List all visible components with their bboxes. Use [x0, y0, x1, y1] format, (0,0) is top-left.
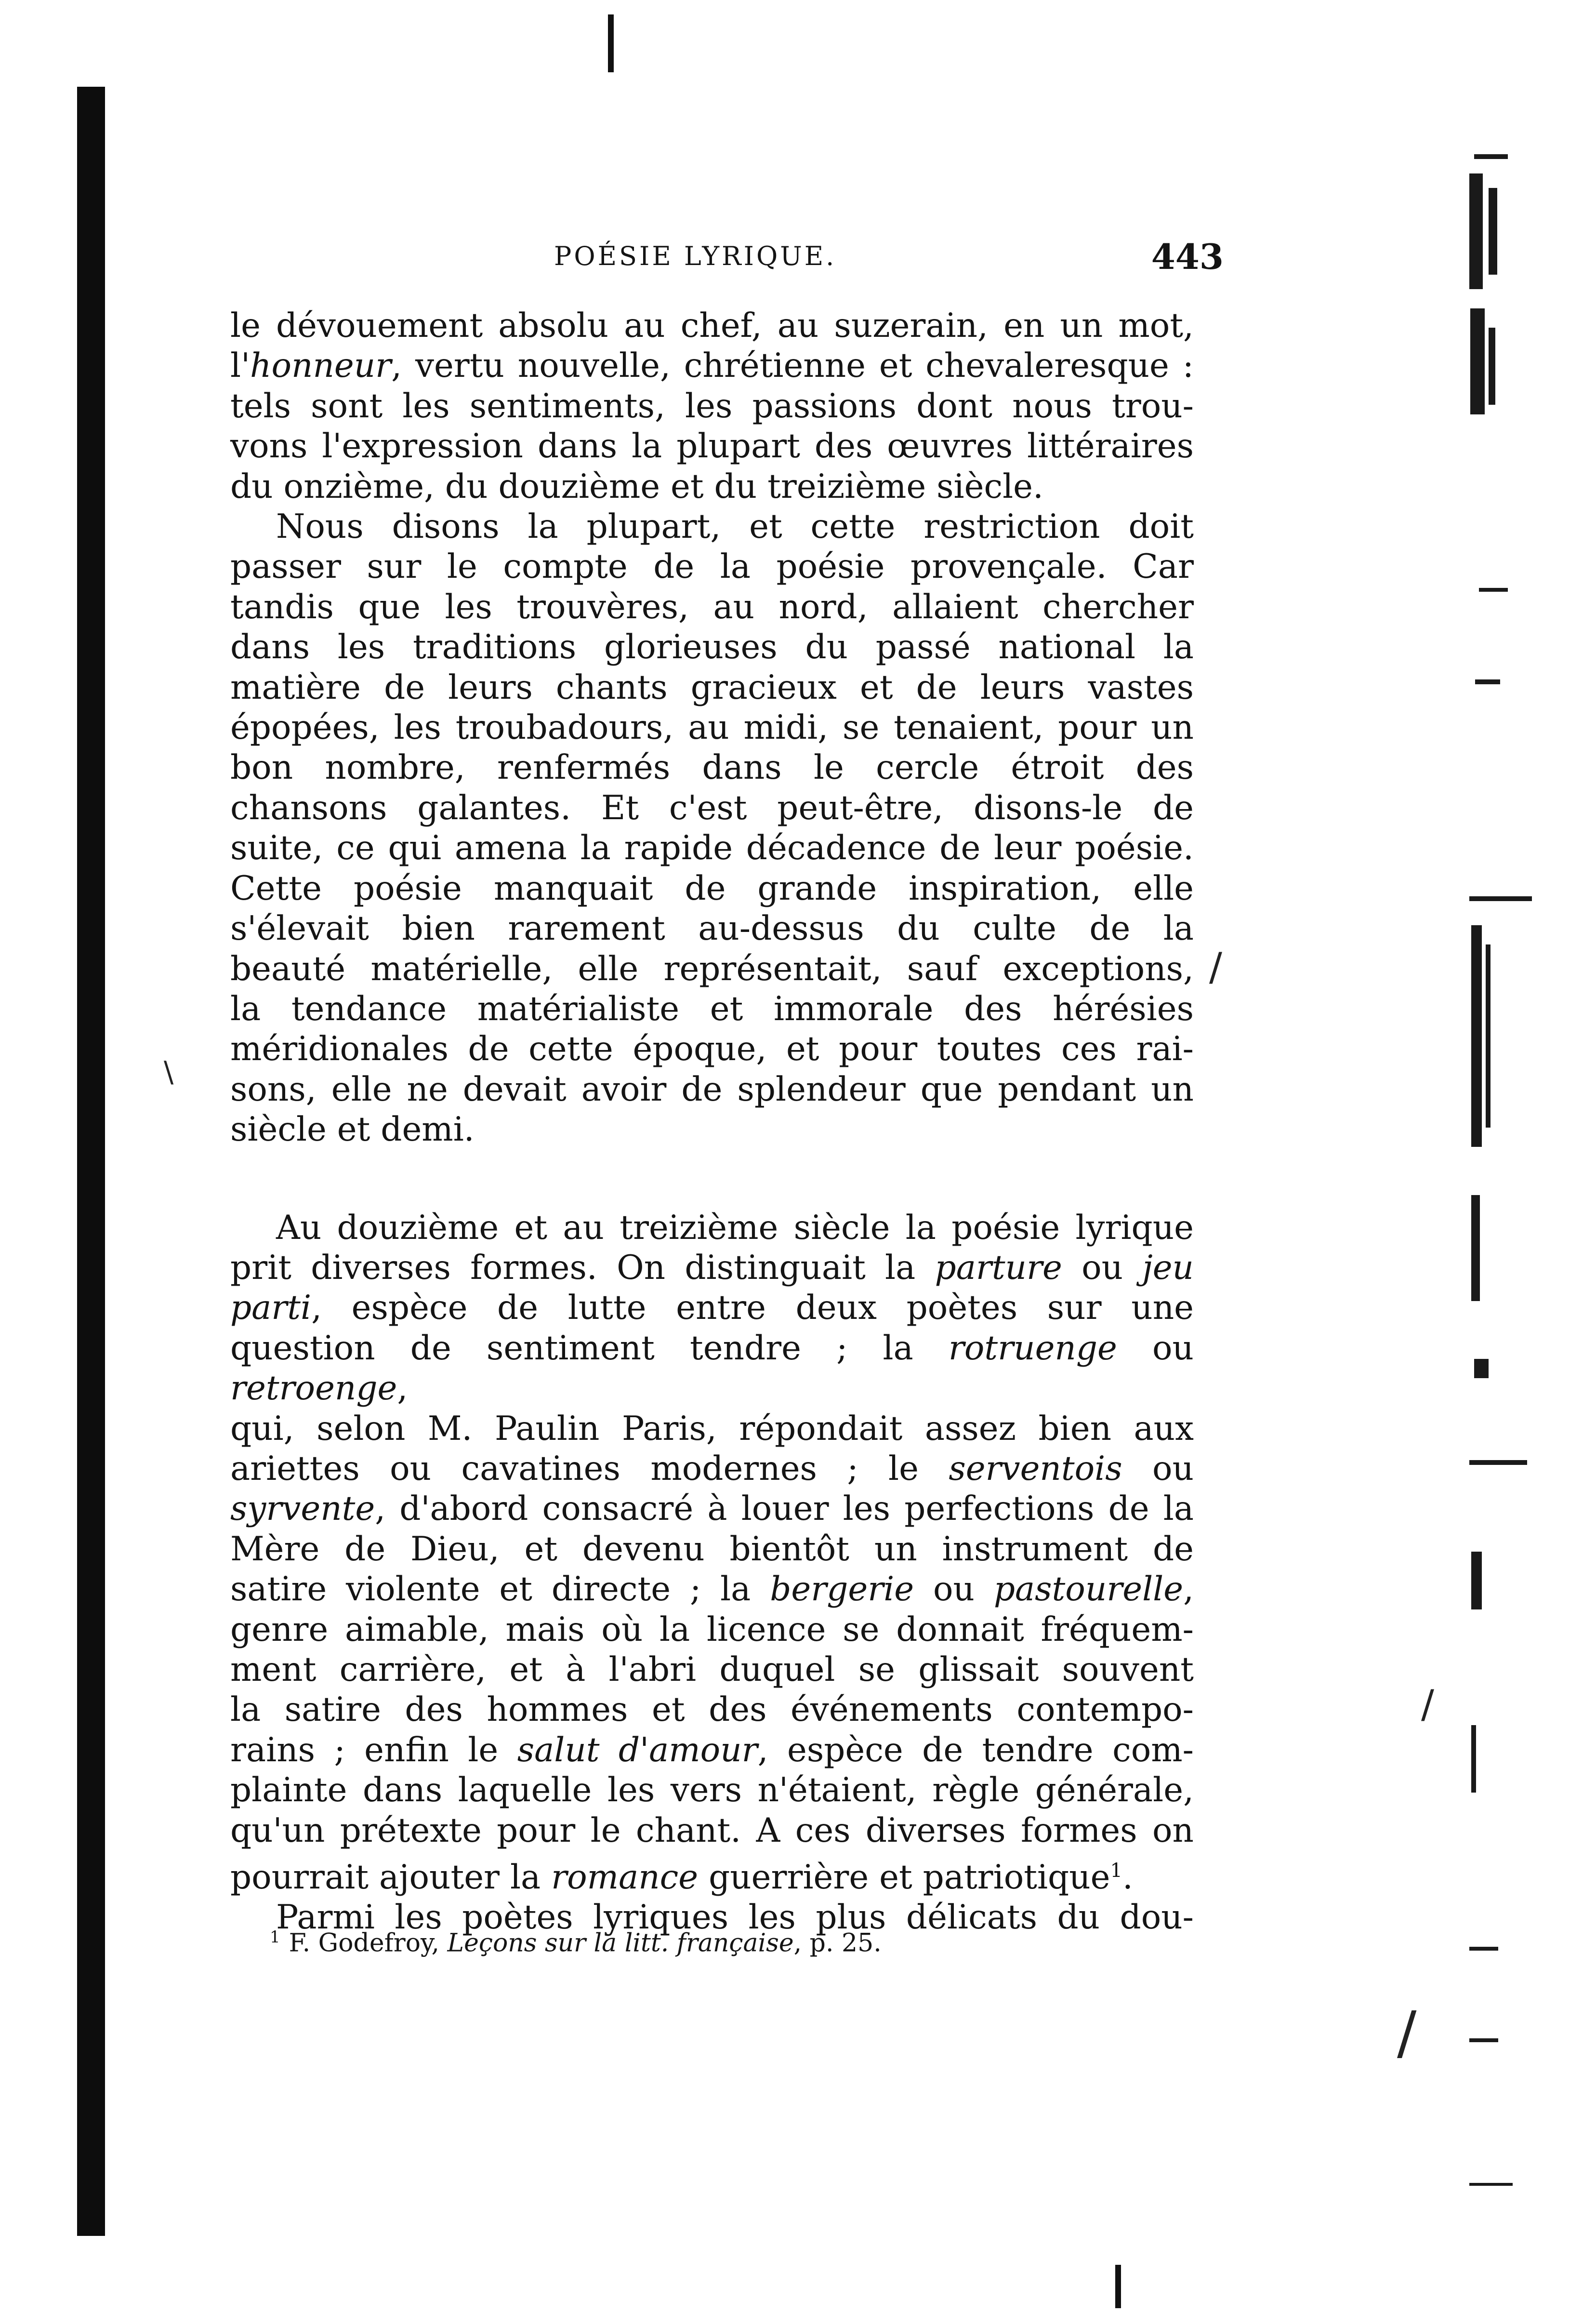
term-pastourelle: pastourelle — [993, 1570, 1184, 1609]
text-line: suite, ce qui amena la rapide décadence de leur poésie. — [230, 829, 1194, 868]
text-line-part: , espèce de tendre com- — [757, 1730, 1194, 1769]
term-serventois: serventois — [949, 1449, 1122, 1488]
page-number: 443 — [1151, 236, 1224, 277]
text-line — [230, 1449, 1194, 1489]
text-line: vons l'expression dans la plupart des œuvres littéraires — [230, 427, 1194, 466]
scan-artifact — [1471, 1725, 1476, 1793]
running-head — [226, 236, 1224, 279]
text-line-part: . — [1122, 1858, 1133, 1897]
text-line: tandis que les trouvères, au nord, allaient chercher — [230, 587, 1194, 626]
term-parture: parture — [935, 1248, 1062, 1287]
text-line: dans les traditions glorieuses du passé national la — [230, 628, 1194, 667]
footnote-author: F. Godefroy, — [289, 1928, 448, 1958]
text-line — [230, 1569, 1194, 1609]
text-line: Au douzième et au treizième siècle la poésie lyrique — [276, 1208, 1194, 1247]
running-title: POÉSIE LYRIQUE. — [554, 241, 837, 271]
scan-artifact — [1471, 925, 1482, 1147]
pencil-mark: / — [1209, 944, 1222, 989]
text-line: sons, elle ne devait avoir de splendeur que pendant un — [230, 1070, 1194, 1109]
paragraph-2 — [230, 507, 1194, 1150]
term-bergerie: bergerie — [770, 1570, 914, 1609]
text-line — [230, 346, 1194, 386]
text-line — [230, 1248, 1194, 1288]
text-line: matière de leurs chants gracieux et de leurs vastes — [230, 668, 1194, 707]
text-line-part: question de sentiment tendre ; la — [230, 1329, 949, 1368]
text-line: tels sont les sentiments, les passions dont nous trou- — [230, 386, 1194, 425]
paragraph-3 — [230, 1208, 1194, 1898]
text-line: siècle et demi. — [230, 1110, 475, 1149]
text-line: le dévouement absolu au chef, au suzerain, en un mot, — [230, 306, 1194, 345]
text-line-part: , — [397, 1369, 408, 1408]
term-romance: romance — [551, 1858, 699, 1897]
scan-artifact — [1469, 1947, 1498, 1951]
text-line: Cette poésie manquait de grande inspiration, elle — [230, 869, 1194, 908]
text-line-part: pourrait ajouter la — [230, 1858, 552, 1897]
footnote-marker: 1 — [270, 1928, 280, 1947]
text-line: qui, selon M. Paulin Paris, répondait assez bien aux — [230, 1409, 1194, 1448]
text-line: méridionales de cette époque, et pour toutes ces rai- — [230, 1030, 1194, 1069]
scan-artifact — [1489, 328, 1495, 405]
footnote-page: , p. 25. — [793, 1928, 882, 1958]
scan-artifact — [1489, 188, 1497, 275]
text-line: ment carrière, et à l'abri duquel se glissait souvent — [230, 1650, 1194, 1689]
text-line: plainte dans laquelle les vers n'étaient, règle générale, — [230, 1771, 1194, 1810]
scan-artifact — [1479, 588, 1508, 592]
term-syrvente: syrvente — [230, 1489, 375, 1529]
text-line: s'élevait bien rarement au-dessus du culte de la — [230, 909, 1194, 948]
paragraph-1 — [230, 306, 1194, 507]
scan-artifact — [1474, 1359, 1489, 1378]
footnote-title: Leçons sur la litt. française — [447, 1928, 794, 1958]
text-line: la tendance matérialiste et immorale des hérésies — [230, 989, 1194, 1028]
text-line-part: , espèce de lutte entre deux poètes sur une — [311, 1289, 1194, 1328]
text-line: chansons galantes. Et c'est peut-être, disons-le de — [230, 788, 1194, 827]
term-rotruenge: rotruenge — [948, 1329, 1117, 1368]
text-line: beauté matérielle, elle représentait, sauf exceptions, — [230, 949, 1194, 988]
text-line-part: , d'abord consacré à louer les perfections de la — [375, 1489, 1194, 1529]
pencil-mark: / — [1397, 2000, 1417, 2067]
scan-artifact — [1474, 154, 1508, 159]
binding-shadow — [77, 87, 105, 2236]
text-line-part: ou — [914, 1570, 994, 1609]
text-line-part: , — [1183, 1570, 1194, 1609]
text-line — [230, 1288, 1194, 1328]
text-line-part: ou — [1062, 1248, 1143, 1287]
term-retroenge: retroenge — [230, 1369, 397, 1408]
text-line: bon nombre, renfermés dans le cercle étroit des — [230, 748, 1194, 787]
text-line: la satire des hommes et des événements contempo- — [230, 1690, 1194, 1729]
text-line: Nous disons la plupart, et cette restriction doit — [276, 507, 1194, 546]
scan-artifact — [1469, 1460, 1527, 1465]
text-line-part: prit diverses formes. On distinguait la — [230, 1248, 935, 1287]
scan-artifact — [1471, 1195, 1480, 1301]
scan-artifact — [1469, 2183, 1513, 2186]
text-line — [230, 1730, 1194, 1770]
text-line: épopées, les troubadours, au midi, se tenaient, pour un — [230, 708, 1194, 747]
text-line — [230, 1329, 1194, 1409]
scan-artifact-stripe — [1464, 125, 1542, 2274]
scan-mark-bottom — [1115, 2265, 1121, 2308]
text-line-part: guerrière et patriotique — [698, 1858, 1110, 1897]
scan-mark-top — [608, 14, 614, 72]
scan-artifact — [1471, 1552, 1482, 1609]
footnote-reference: 1 — [1110, 1860, 1122, 1882]
scan-artifact — [1469, 896, 1532, 901]
text-line-part: , vertu nouvelle, chrétienne et chevaleresque : — [391, 346, 1194, 386]
body-text — [230, 306, 1194, 1938]
pencil-mark: \ — [164, 1055, 174, 1089]
text-line — [230, 1489, 1194, 1529]
scan-artifact — [1486, 944, 1490, 1128]
scan-artifact — [1475, 679, 1500, 684]
emphasis: honneur — [250, 346, 392, 386]
section-gap — [230, 1150, 1194, 1208]
term-salut-damour: salut d'amour — [517, 1730, 758, 1769]
text-line: Parmi les poètes lyriques les plus délicats du dou- — [276, 1898, 1194, 1937]
term-parti: parti — [230, 1289, 312, 1328]
text-line: qu'un prétexte pour le chant. A ces diverses formes on — [230, 1811, 1194, 1850]
footnote — [270, 1928, 882, 1957]
term-jeu: jeu — [1142, 1248, 1194, 1287]
scan-artifact — [1469, 173, 1483, 289]
text-line: Mère de Dieu, et devenu bientôt un instrument de — [230, 1529, 1194, 1569]
text-line-part: ou — [1117, 1329, 1194, 1368]
text-line-part: rains ; enfin le — [230, 1730, 517, 1769]
text-line-part: l' — [230, 346, 251, 386]
text-line — [230, 1851, 1194, 1898]
text-line-part: ou — [1122, 1449, 1194, 1488]
scan-artifact — [1469, 2038, 1498, 2042]
text-line-part: satire violente et directe ; la — [230, 1570, 770, 1609]
text-line: du onzième, du douzième et du treizième siècle. — [230, 467, 1043, 506]
pencil-mark: / — [1421, 1682, 1434, 1727]
text-line-part: ariettes ou cavatines modernes ; le — [230, 1449, 949, 1488]
text-line: genre aimable, mais où la licence se donnait fréquem- — [230, 1610, 1194, 1649]
text-line: passer sur le compte de la poésie provençale. Car — [230, 547, 1194, 586]
scan-artifact — [1470, 308, 1485, 414]
